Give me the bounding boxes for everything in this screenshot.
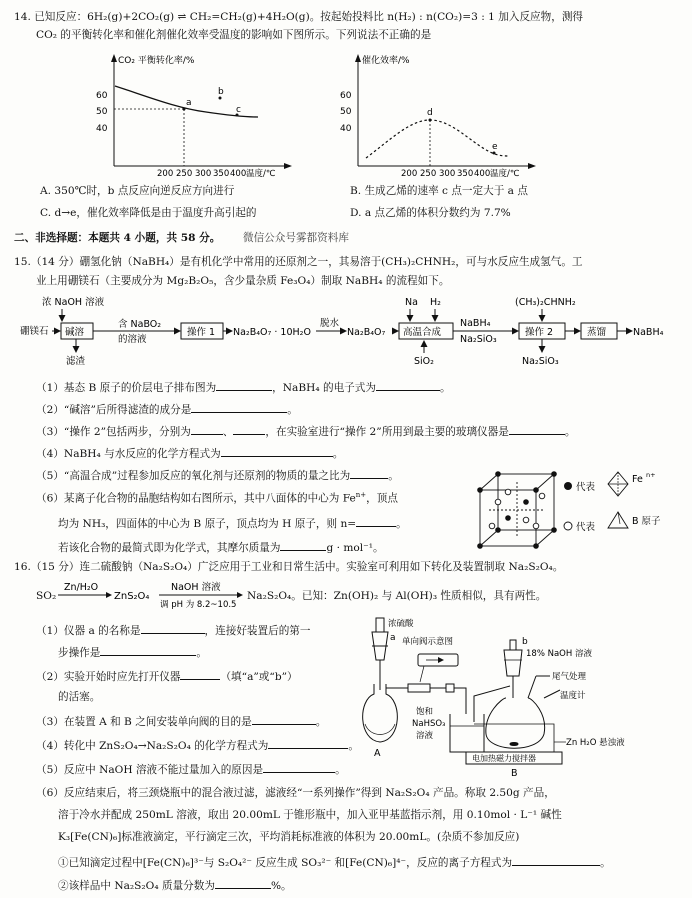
q15-p4-blank[interactable] — [221, 446, 333, 457]
app-label-A: A — [374, 748, 381, 759]
chart1-ytick-50: 50 — [96, 107, 108, 117]
app-label-a: a — [390, 633, 396, 643]
chart1-xlabel: 温度/℃ — [246, 169, 276, 178]
app-label-b: b — [522, 637, 528, 647]
q16-p1-text: （1）仪器 a 的名称是 — [36, 625, 141, 637]
flow-start-label: 硼镁石 — [20, 326, 49, 337]
chart2-ytick-40: 40 — [340, 124, 352, 134]
q16-p6d-blank[interactable] — [512, 855, 600, 866]
q16-p1c-blank[interactable] — [100, 645, 196, 656]
tetrahedron-icon — [608, 512, 628, 528]
q16-part4: （4）转化中 ZnS₂O₄→Na₂S₂O₄ 的化学方程式为 。 — [36, 740, 359, 752]
legend1-text: 代表 — [576, 482, 596, 493]
q16-part5: （5）反应中 NaOH 溶液不能过量加入的原因是 。 — [36, 764, 346, 776]
chart2-xtick-250: 250 — [420, 169, 437, 178]
q16-part3: （3）在装置 A 和 B 之间安装单向阀的目的是 。 — [36, 716, 327, 728]
chart2-xtick-400: 400 — [474, 169, 491, 178]
flow-mix1-label: NaBH₄ — [460, 318, 491, 329]
catalyst-efficiency-chart — [330, 50, 540, 178]
q15-part6-line2: 均为 NH₃，四面体的中心为 B 原子，顶点均为 H 原子，则 n= 。 — [58, 518, 407, 530]
q15-p2-text: （2）“碱溶”后所得滤渣的成分是 — [36, 404, 192, 416]
q16-p3-text: （3）在装置 A 和 B 之间安装单向阀的目的是 — [36, 716, 252, 728]
point-a-label: a — [186, 98, 192, 108]
q15-p3-text: （3）“操作 2”包括两步，分别为 — [36, 426, 191, 438]
app-thermo-label: 温度计 — [560, 691, 586, 701]
chart1-xtick-400: 400 — [230, 169, 247, 178]
one-way-valve — [408, 684, 430, 692]
q16-p6e-blank[interactable] — [215, 878, 271, 889]
legend1-ion: Fe — [632, 474, 643, 485]
chart1-ylabel: CO₂ 平衡转化率/% — [118, 56, 195, 66]
co2-conversion-chart — [86, 50, 296, 178]
q16-p4-text: （4）转化中 ZnS₂O₄→Na₂S₂O₄ 的化学方程式为 — [36, 740, 269, 752]
q16-part2-line2: 的活塞。 — [58, 691, 101, 703]
q16-part6-line1: （6）反应结束后，将三颈烧瓶中的混合液过滤，滤液经“一系列操作”得到 Na₂S₂O₄ 产品。称取 2.50g 产品， — [36, 787, 555, 799]
x-axis-arrow — [528, 163, 536, 169]
route-condition: 调 pH 为 8.2~10.5 — [160, 600, 237, 610]
thermometer — [544, 690, 560, 698]
q15-p5-blank[interactable] — [350, 468, 388, 479]
point-d-label: d — [427, 108, 433, 118]
q15-p6-sup: n+ — [355, 491, 367, 499]
flask-side-neck — [528, 676, 536, 698]
point-d-marker — [429, 119, 432, 122]
q15-p6a2-text: ，顶点 — [366, 492, 398, 505]
flow-na2sio3-label: Na₂SiO₃ — [522, 356, 559, 367]
q15-p3-blank1[interactable] — [191, 424, 223, 435]
flow-dehydrate-label: 脱水 — [320, 318, 340, 329]
q15-p4-text: （4）NaBH₄ 与水反应的化学方程式为 — [36, 448, 221, 460]
q15-part5: （5）“高温合成”过程参加反应的氧化剂与还原剂的物质的量之比为 。 — [36, 470, 399, 482]
q15-part6-line1 — [36, 492, 398, 504]
q15-p6c-text: 若该化合物的最简式即为化学式，其摩尔质量为 — [58, 542, 281, 554]
flask-a — [363, 684, 398, 742]
q14-option-b: B. 生成乙烯的速率 c 点一定大于 a 点 — [350, 185, 528, 197]
chart1-xtick-300: 300 — [195, 169, 212, 178]
crystal-unit-cell-figure — [472, 466, 562, 552]
q16-route-arrows — [56, 580, 246, 610]
flow-anhydrous-label: Na₂B₄O₇ — [347, 327, 386, 338]
box5-label: 蒸馏 — [587, 327, 607, 338]
route-reagent1: Zn/H₂O — [64, 582, 99, 593]
q15-p1b-text: ，NaBH₄ 的电子式为 — [272, 382, 376, 394]
q14-option-c: C. d→e，催化效率降低是由于温度升高引起的 — [40, 207, 257, 219]
app-acid-label: 浓硫酸 — [388, 619, 414, 629]
q16-p3-blank[interactable] — [252, 714, 316, 725]
chart2-ylabel: 催化效率/% — [362, 56, 410, 66]
q15-p3b-text: 、 — [222, 426, 234, 438]
box1-label: 碱溶 — [65, 327, 85, 338]
chart2-xtick-200: 200 — [401, 169, 418, 178]
q15-p6b-blank[interactable] — [356, 516, 396, 527]
legend2-text: 代表 — [576, 522, 596, 533]
flow-sio2-label: SiO₂ — [414, 356, 434, 367]
q16-part6-line2: 溶于冷水并配成 250mL 溶液，取出 20.00mL 于锥形瓶中，加入亚甲基蓝指示剂，用 0.10mol · L⁻¹ 碱性 — [58, 809, 562, 821]
watermark-text: 微信公众号雾都资料库 — [243, 232, 349, 244]
chart1-ytick-60: 60 — [96, 91, 108, 101]
flow-h2-label: H₂ — [430, 297, 441, 308]
box3-label: 高温合成 — [403, 327, 442, 338]
three-neck-flask — [486, 698, 545, 748]
q16-p1-blank[interactable] — [141, 623, 205, 634]
flow-residue-label: 滤渣 — [66, 356, 86, 367]
funnel-b-body — [504, 650, 522, 676]
chart1-xtick-350: 350 — [213, 169, 230, 178]
q14-stem-line2: CO₂ 的平衡转化率和催化剂催化效率受温度的影响如下图所示。下列说法不正确的是 — [36, 29, 432, 41]
q15-p1b-blank[interactable] — [376, 380, 440, 391]
q16-part6-line3: K₃[Fe(CN)₆]标准液滴定，平行滴定三次，平均消耗标准液的体积为 20.00mL。(杂质不参加反应) — [58, 831, 520, 843]
q16-p6d-text: ①已知滴定过程中[Fe(CN)₆]³⁻与 S₂O₄²⁻ 反应生成 SO₃²⁻ 和[Fe(CN)₆]⁴⁻，反应的离子方程式为 — [58, 857, 513, 869]
chart2-ytick-50: 50 — [340, 107, 352, 117]
q16-p2-text: （2）实验开始时应先打开仪器 — [36, 671, 181, 683]
chart1-xtick-250: 250 — [176, 169, 193, 178]
box4-label: 操作 2 — [525, 327, 554, 338]
legend-open-dot — [564, 522, 572, 530]
q15-p1-blank[interactable] — [216, 380, 272, 391]
q15-stem-line1: 15.（14 分）硼氢化钠（NaBH₄）是有机化学中常用的还原剂之一，其易溶于(CH₃)₂CHNH₂，可与水反应生成氢气。工 — [14, 256, 583, 268]
q15-part4: （4）NaBH₄ 与水反应的化学方程式为 。 — [36, 448, 344, 460]
q14-option-d: D. a 点乙烯的体积分数约为 7.7% — [350, 207, 511, 219]
nabh4-process-flowchart — [20, 294, 680, 372]
q16-part1-line1 — [36, 623, 310, 637]
q16-part6-line4: ①已知滴定过程中[Fe(CN)₆]³⁻与 S₂O₄²⁻ 反应生成 SO₃²⁻ 和[Fe(CN)₆]⁴⁻，反应的离子方程式为 。 — [58, 857, 611, 869]
flow-na-label: Na — [405, 297, 418, 308]
q16-route-so2: SO₂ — [36, 590, 57, 602]
q16-part6-line5 — [58, 878, 292, 892]
app-label-B: B — [511, 768, 518, 779]
q15-p3-blank3[interactable] — [509, 424, 565, 435]
flow-amine-label: (CH₃)₂CHNH₂ — [515, 297, 576, 308]
legend1-ion-charge: n+ — [646, 471, 656, 479]
crystal-legend — [562, 470, 682, 542]
q15-p3-blank2[interactable] — [233, 424, 265, 435]
stir-bar — [510, 743, 518, 746]
point-c-label: c — [236, 105, 241, 115]
box2-label: 操作 1 — [187, 327, 216, 338]
chart2-xtick-350: 350 — [457, 169, 474, 178]
q16-p4-blank[interactable] — [268, 738, 348, 749]
q16-part1-line2: 步操作是 。 — [58, 647, 207, 659]
app-valve-label: 单向阀示意图 — [402, 637, 454, 647]
app-zn-label: Zn H₂O 悬浊液 — [566, 738, 625, 748]
q16-p5-text: （5）反应中 NaOH 溶液不能过量加入的原因是 — [36, 764, 264, 776]
q14-stem-line1: 14. 已知反应：6H₂(g)+2CO₂(g) ⇌ CH₂=CH₂(g)+4H₂O(g)。按起始投料比 n(H₂) : n(CO₂)=3 : 1 加入反应物，测得 — [14, 11, 584, 23]
q15-p3c-text: ，在实验室进行“操作 2”所用到最主要的玻璃仪器是 — [265, 426, 509, 438]
y-axis-arrow — [111, 54, 117, 62]
q16-p1b-text: ，连接好装置后的第一 — [204, 625, 311, 637]
q16-p2b-text: （填“a”或“b”） — [220, 671, 298, 683]
funnel-a-stopper — [376, 618, 384, 632]
q15-part2: （2）“碱溶”后所得滤渣的成分是 。 — [36, 404, 298, 416]
flow-naoh-label: 浓 NaOH 溶液 — [42, 297, 105, 308]
q15-part3: （3）“操作 2”包括两步，分别为 、 ，在实验室进行“操作 2”所用到最主要的玻璃仪器是 。 — [36, 426, 576, 438]
flow-filtrate-label: 含 NaBO₂ — [118, 319, 162, 330]
q15-part1: （1）基态 B 原子的价层电子排布图为 ，NaBH₄ 的电子式为 。 — [36, 382, 451, 394]
q16-p1c-text: 步操作是 — [58, 647, 101, 659]
chart1-ytick-40: 40 — [96, 124, 108, 134]
point-b-label: b — [218, 87, 224, 97]
wash-bottle — [450, 714, 484, 752]
q15-stem-line2: 业上用硼镁石（主要成分为 Mg₂B₂O₅，含少量杂质 Fe₃O₄）制取 NaBH₄ 的流程如下。 — [36, 275, 450, 287]
q15-p6c-unit: g · mol⁻¹。 — [326, 542, 384, 554]
app-nahso3-1: 饱和 — [416, 707, 434, 717]
tube-to-wash — [454, 688, 466, 714]
q15-p1-text: （1）基态 B 原子的价层电子排布图为 — [36, 382, 217, 394]
q16-p2-blank[interactable] — [180, 669, 220, 680]
legend2-atom: B 原子 — [632, 516, 661, 527]
flow-product-label: NaBH₄ — [633, 327, 664, 338]
q16-route-product: Na₂S₂O₄。已知：Zn(OH)₂ 与 Al(OH)₃ 性质相似，具有两性。 — [247, 590, 547, 602]
flow-filtrate-label2: 的溶液 — [118, 334, 147, 345]
flow-mix2-label: Na₂SiO₃ — [460, 334, 497, 345]
x-axis-arrow — [284, 163, 292, 169]
section2-title: 二、非选择题：本题共 4 小题，共 58 分。 — [14, 232, 221, 244]
chart2-xlabel: 温度/℃ — [490, 169, 520, 178]
q14-option-a: A. 350℃时，b 点反应向逆反应方向进行 — [40, 185, 235, 197]
apparatus-figure — [354, 614, 690, 780]
q15-p6b-text: 均为 NH₃，四面体的中心为 B 原子，顶点均为 H 原子，则 n= — [58, 518, 357, 530]
legend-filled-dot — [564, 482, 572, 490]
flow-borax-label: Na₂B₄O₇ · 10H₂O — [233, 327, 311, 338]
route-reagent2: NaOH 溶液 — [171, 582, 221, 593]
chart1-xtick-200: 200 — [157, 169, 174, 178]
efficiency-curve — [366, 120, 508, 158]
route-intermediate: ZnS₂O₄ — [114, 591, 150, 602]
q16-p6e-text: ②该样品中 Na₂S₂O₄ 质量分数为 — [58, 880, 215, 892]
app-tail-label: 尾气处理 — [552, 672, 587, 682]
chart2-ytick-60: 60 — [340, 91, 352, 101]
chart2-xtick-300: 300 — [439, 169, 456, 178]
q15-part6-line3 — [58, 540, 384, 554]
q15-p5-text: （5）“高温合成”过程参加反应的氧化剂与还原剂的物质的量之比为 — [36, 470, 351, 482]
app-nahso3-3: 溶液 — [416, 731, 434, 741]
funnel-b-stopper — [510, 640, 516, 650]
point-e-label: e — [492, 142, 498, 152]
q16-stem-line1: 16.（15 分）连二硫酸钠（Na₂S₂O₄）广泛应用于工业和日常生活中。实验室可利用如下转化及装置制取 Na₂S₂O₄。 — [14, 561, 564, 573]
q16-p5-blank[interactable] — [263, 762, 335, 773]
y-axis-arrow — [355, 54, 361, 62]
q15-p6c-blank[interactable] — [280, 540, 326, 551]
app-stirrer-label: 电加热磁力搅拌器 — [472, 754, 536, 763]
q16-p6e-unit: %。 — [270, 880, 292, 892]
q15-p2-blank[interactable] — [191, 402, 287, 413]
app-nahso3-2: NaHSO₃ — [412, 719, 446, 729]
app-naoh-label: 18% NaOH 溶液 — [526, 649, 592, 659]
q15-p6a-text: （6）某离子化合物的晶胞结构如右图所示，其中八面体的中心为 Fe — [36, 492, 356, 505]
q16-part2-line1 — [36, 669, 298, 683]
